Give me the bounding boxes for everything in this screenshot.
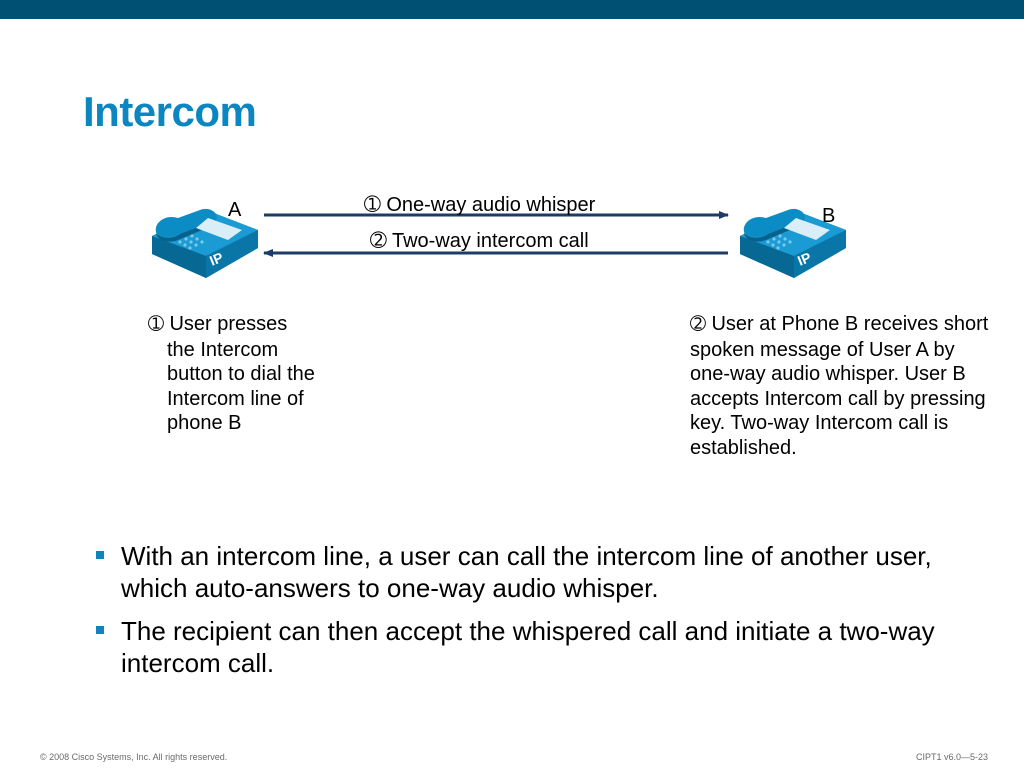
bullet-text: The recipient can then accept the whispered call and initiate a two-way intercom call. xyxy=(121,616,935,678)
slide-title: Intercom xyxy=(83,88,257,135)
arrow-2-label xyxy=(370,228,589,253)
callout-a-number: ➀ xyxy=(148,314,164,335)
callout-phone-b xyxy=(690,312,990,460)
phone-a-icon xyxy=(152,209,258,278)
phone-b-ip-badge: IP xyxy=(795,248,814,269)
callout-a-first-line: User presses xyxy=(169,313,288,335)
phone-b-label: B xyxy=(822,205,836,227)
bullet-square-icon xyxy=(96,551,104,559)
phone-a-ip-badge: IP xyxy=(207,248,226,269)
footer-copyright: © 2008 Cisco Systems, Inc. All rights reserved. xyxy=(40,752,228,762)
arrow-1-number: ➀ xyxy=(364,194,381,216)
arrow-2-number: ➁ xyxy=(370,230,387,252)
bullet-item xyxy=(96,615,966,679)
bullet-list xyxy=(96,540,966,690)
bullet-item xyxy=(96,540,966,604)
callout-b-number: ➁ xyxy=(690,314,706,335)
callout-phone-a xyxy=(148,312,348,436)
arrow-1-text: One-way audio whisper xyxy=(386,194,596,216)
callout-a-text: the Intercom button to dial the Intercom line of phone B xyxy=(167,338,315,434)
arrow-2-text: Two-way intercom call xyxy=(391,230,589,252)
bullet-square-icon xyxy=(96,626,104,634)
callout-b-text: User at Phone B receives short spoken message of User A by one-way audio whisper. User B accepts Intercom call by pressing key. Two-way Intercom call is established. xyxy=(690,313,989,459)
phone-a-label: A xyxy=(228,199,242,221)
bullet-text: With an intercom line, a user can call the intercom line of another user, which auto-answers to one-way audio whisper. xyxy=(121,541,932,603)
footer-course-id: CIPT1 v6.0—5-23 xyxy=(915,752,988,762)
arrow-1-label xyxy=(364,192,595,217)
